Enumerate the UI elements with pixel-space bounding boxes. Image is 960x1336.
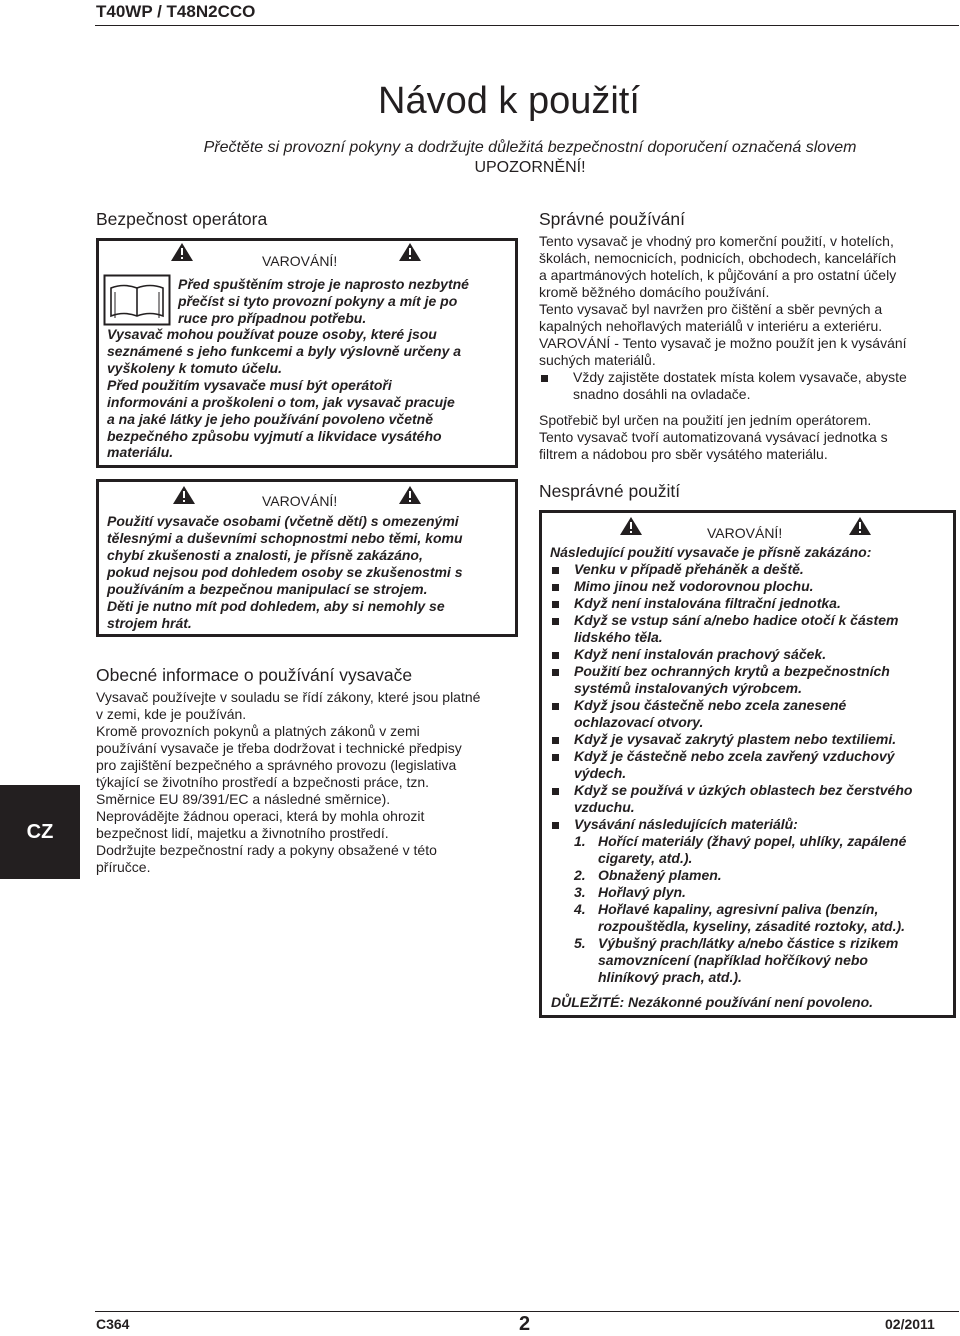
footer-code: C364 [96, 1316, 130, 1332]
numbered-marker: 5. [574, 935, 586, 951]
section-heading-general-info: Obecné informace o používání vysavače [96, 665, 413, 685]
warning-text-line: tělesnými a duševními schopnostmi nebo těmi, komu [107, 530, 463, 546]
numbered-item-continued: hliníkový prach, atd.). [598, 969, 742, 985]
warning-triangle-icon [619, 516, 643, 536]
paragraph-line: Dodržujte bezpečnostní rady a pokyny obsažené v této [96, 842, 437, 858]
numbered-marker: 2. [574, 867, 586, 883]
bullet-square [552, 618, 559, 625]
bullet-square [552, 669, 559, 676]
prohibited-item: Venku v případě přeháněk a deště. [574, 561, 804, 577]
prohibited-item: Když se vstup sání a/nebo hadice otočí k částem [574, 612, 899, 628]
manual-book-icon [103, 274, 171, 326]
warning-triangle-icon [172, 485, 196, 505]
warning-text-line: informováni a proškoleni o tom, jak vysavač pracuje [107, 394, 455, 410]
numbered-item: Obnažený plamen. [598, 867, 722, 883]
warning-text-line: seznámené s jeho funkcemi a byly výslovně určeny a [107, 343, 462, 359]
bullet-square [552, 703, 559, 710]
numbered-item-continued: rozpouštědla, kyseliny, zásadité roztoky, atd.). [598, 918, 906, 934]
numbered-item: Hořlavé kapaliny, agresivní paliva (benzín, [598, 901, 879, 917]
paragraph-line: bezpečnost lidí, majetku a živnotního prostředí. [96, 825, 389, 841]
warning-triangle-icon [848, 516, 872, 536]
numbered-item: Hořící materiály (žhavý popel, uhlíky, zapálené [598, 833, 907, 849]
warning-text-line: používáním a bezpečnou manipulací se strojem. [107, 581, 428, 597]
warning-triangle-icon [170, 242, 194, 262]
footer-date: 02/2011 [885, 1316, 935, 1332]
prohibited-item: Použití bez ochranných krytů a bezpečnostních [574, 663, 890, 679]
prohibited-item: Když není instalována filtrační jednotka. [574, 595, 841, 611]
warning-label: VAROVÁNÍ! [707, 525, 783, 541]
prohibited-item: Když je částečně nebo zcela zavřený vzduchový [574, 748, 895, 764]
prohibited-item: Když jsou částečně nebo zcela zanesené [574, 697, 847, 713]
bullet-square [552, 584, 559, 591]
paragraph-line: příručce. [96, 859, 151, 875]
paragraph-line: Směrnice EU 89/391/EC a následné směrnice). [96, 791, 391, 807]
paragraph-line: Spotřebič byl určen na použití jen jedním operátorem. [539, 412, 872, 428]
paragraph-line: Tento vysavač je vhodný pro komerční použití, v hotelích, [539, 233, 894, 249]
header-rule [95, 25, 959, 26]
paragraph-line: Tento vysavač tvoří automatizovaná vysávací jednotka s [539, 429, 888, 445]
paragraph-line: používání vysavače je třeba dodržovat i technické předpisy [96, 740, 462, 756]
paragraph-line: pro zajištění bezpečného a správného provozu (legislativa [96, 757, 457, 773]
warning-text-line: Vysavač mohou používat pouze osoby, které jsou [107, 326, 437, 342]
warning-text-line: vyškoleny k tomuto účelu. [107, 360, 283, 376]
bullet-square [552, 601, 559, 608]
bullet-text-line: snadno dosáhli na ovladače. [573, 386, 751, 402]
paragraph-line: kromě běžného domácího používání. [539, 284, 770, 300]
prohibited-item-continued: vzduchu. [574, 799, 635, 815]
warning-label: VAROVÁNÍ! [262, 493, 338, 509]
footer-rule [95, 1311, 959, 1312]
warning-text-line: Děti je nutno mít pod dohledem, aby si nemohly se [107, 598, 445, 614]
prohibited-item: Mimo jinou než vodorovnou plochu. [574, 578, 814, 594]
warning-triangle-icon [398, 242, 422, 262]
paragraph-line: VAROVÁNÍ - Tento vysavač je možno použít jen k vysávání [539, 335, 907, 351]
bullet-square [541, 375, 548, 382]
paragraph-line: v zemi, kde je používán. [96, 706, 247, 722]
bullet-text-line: Vždy zajistěte dostatek místa kolem vysavače, abyste [573, 369, 907, 385]
prohibited-item-continued: výdech. [574, 765, 627, 781]
paragraph-line: kapalných nehořlavých materiálů v interiéru a exteriéru. [539, 318, 883, 334]
bullet-square [552, 822, 559, 829]
intro-text [110, 138, 950, 178]
paragraph-line: Vysavač používejte v souladu se řídí zákony, které jsou platné [96, 689, 481, 705]
warning-text-line: pokud nejsou pod dohledem osoby se zkušenostmi s [107, 564, 463, 580]
bullet-square [552, 788, 559, 795]
page-number: 2 [519, 1313, 531, 1335]
numbered-marker: 3. [574, 884, 586, 900]
section-heading-operator-safety: Bezpečnost operátora [96, 209, 268, 229]
paragraph-line: Kromě provozních pokynů a platných zákonů v zemi [96, 723, 420, 739]
numbered-marker: 4. [574, 901, 586, 917]
prohibited-item-continued: ochlazovací otvory. [574, 714, 704, 730]
paragraph-line: filtrem a nádobou pro sběr vysátého materiálu. [539, 446, 828, 462]
paragraph-line: týkající se životního prostředí a bzpečnosti práce, tzn. [96, 774, 430, 790]
warning-label: VAROVÁNÍ! [262, 253, 338, 269]
numbered-item-continued: cigarety, atd.). [598, 850, 693, 866]
document-model-header: T40WP / T48N2CCO [96, 2, 256, 21]
warning-text-line: bezpečného způsobu vyjmutí a likvidace vysátého [107, 428, 442, 444]
warning-text-line: a na jaké látky je jeho používání povoleno včetně [107, 411, 433, 427]
intro-upozorneni: UPOZORNĚNÍ! [474, 159, 586, 176]
warning-text-line: ruce pro případnou potřebu. [178, 310, 367, 326]
prohibited-item-continued: systémů instalovaných výrobcem. [574, 680, 802, 696]
paragraph-line: a apartmánových hotelích, k půjčování a pro ostatní účely [539, 267, 897, 283]
numbered-item: Hořlavý plyn. [598, 884, 686, 900]
bullet-square [552, 754, 559, 761]
prohibited-item-continued: lidského těla. [574, 629, 663, 645]
warning-text-line: materiálu. [107, 444, 174, 460]
important-notice: DŮLEŽITÉ: Nezákonné používání není povoleno. [551, 994, 874, 1010]
paragraph-line: Tento vysavač byl navržen pro čištění a sběr pevných a [539, 301, 883, 317]
warning-text-line: chybí zkušenosti a znalosti, je přísně zakázáno, [107, 547, 423, 563]
warning-triangle-icon [398, 485, 422, 505]
intro-line: Přečtěte si provozní pokyny a dodržujte důležitá bezpečnostní doporučení označená slovem [203, 139, 857, 156]
numbered-marker: 1. [574, 833, 586, 849]
prohibited-item: Vysávání následujících materiálů: [574, 816, 798, 832]
language-tab-label: CZ [26, 821, 54, 843]
warning-text-line: Před použitím vysavače musí být operátoři [107, 377, 392, 393]
paragraph-line: Neprovádějte žádnou operaci, která by mohla ohrozit [96, 808, 425, 824]
paragraph-line: suchých materiálů. [539, 352, 656, 368]
prohibited-item: Když není instalován prachový sáček. [574, 646, 827, 662]
warning-text-line: Použití vysavače osobami (včetně dětí) s omezenými [107, 513, 459, 529]
warning-text-line: Před spuštěním stroje je naprosto nezbytné [178, 276, 469, 292]
numbered-item-continued: samovznícení (například hořčíkový nebo [598, 952, 868, 968]
prohibited-item: Když je vysavač zakrytý plastem nebo textiliemi. [574, 731, 897, 747]
bullet-square [552, 567, 559, 574]
numbered-item: Výbušný prach/látky a/nebo částice s rizikem [598, 935, 899, 951]
bullet-square [552, 652, 559, 659]
warning-text-line: přečíst si tyto provozní pokyny a mít je po [178, 293, 458, 309]
paragraph-line: školách, nemocnicích, podnicích, obchodech, kancelářích [539, 250, 897, 266]
prohibited-item: Když se používá v úzkých oblastech bez čerstvého [574, 782, 913, 798]
warning-intro-line: Následující použití vysavače je přísně zakázáno: [550, 544, 872, 560]
warning-text-line: strojem hrát. [107, 615, 192, 631]
section-heading-proper-use: Správné používání [539, 209, 685, 229]
section-heading-improper-use: Nesprávné použití [539, 481, 681, 501]
page-title: Návod k použití [378, 80, 640, 122]
bullet-square [552, 737, 559, 744]
